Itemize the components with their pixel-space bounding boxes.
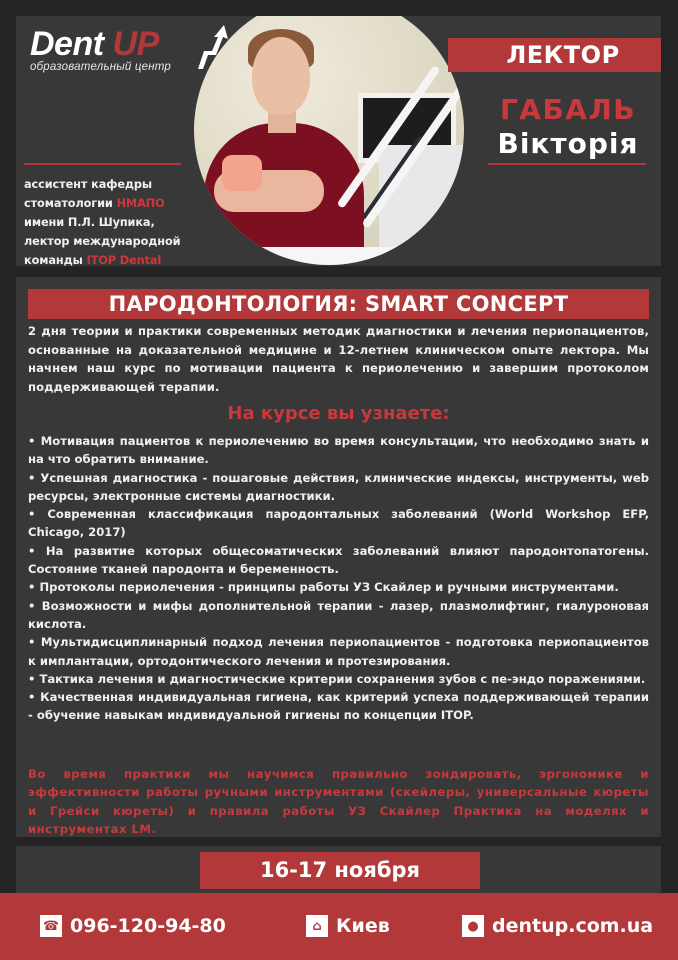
logo-subtitle: образовательный центр: [30, 61, 172, 73]
course-intro: 2 дня теории и практики современных методик диагностики и лечения периопациентов, основанные на доказательной медицине и 12-летнем клиническом опыте лектора. Мы начнем наш курс по мотивации пациента к периолечению и завершим протоколом поддерживающей терапии.: [28, 324, 649, 394]
logo: [30, 25, 171, 73]
practice-note: Во время практики мы научимся правильно зондировать, эргономике и эффективности работы ручными инструментами (скейлеры, универсальные кюреты и Грейси кюреты) и правила работы УЗ Скайлер Практика на моделях и инструментах LM.: [28, 767, 649, 836]
home-icon: ⌂: [306, 915, 328, 937]
lector-label: ЛЕКТОР: [506, 41, 620, 69]
topic-item: • Тактика лечения и диагностические критерии сохранения зубов с пе-эндо поражениями.: [28, 671, 646, 686]
footer-website[interactable]: [462, 913, 653, 939]
topic-item: • На развитие которых общесоматических заболеваний влияют пародонтопатогены. Состояние тканей пародонта и беременность.: [28, 543, 649, 577]
topic-item: • Возможности и мифы дополнительной терапии - лазер, плазмолифтинг, гиалуроновая кислота.: [28, 598, 649, 631]
footer-city: [306, 913, 390, 939]
city-name: Киев: [336, 915, 390, 937]
course-topics: [28, 432, 649, 725]
bio-line: лектор международной: [24, 235, 181, 248]
photo-face: [252, 37, 310, 115]
divider-bio: [24, 163, 181, 165]
learn-heading: На курсе вы узнаете:: [227, 403, 450, 424]
bio-line: стоматологии НМАПО: [24, 197, 165, 210]
topic-item: • Успешная диагностика - пошаговые действия, клинические индексы, инструменты, web ресурсы, электронные системы диагностики.: [28, 470, 649, 503]
lecturer-photo: [194, 16, 464, 265]
lecturer-surname: ГАБАЛЬ: [499, 93, 637, 126]
arrow-up-icon: [196, 25, 230, 71]
logo-dent: Dent: [30, 25, 104, 63]
footer: [0, 893, 678, 960]
phone-number[interactable]: 096-120-94-80: [70, 915, 226, 937]
course-title: ПАРОДОНТОЛОГИЯ: SMART CONCEPT: [28, 289, 649, 319]
bio-line: имени П.Л. Шупика,: [24, 216, 155, 229]
divider-name: [488, 163, 646, 165]
event-dates: 16-17 ноября: [200, 852, 480, 889]
phone-icon: ☎: [40, 915, 62, 937]
topic-item: • Качественная индивидуальная гигиена, как критерий успеха поддерживающей терапии - обучение навыкам индивидуальной гигиены по концепции ITOP.: [28, 690, 649, 723]
logo-up: UP: [112, 25, 159, 63]
website-link[interactable]: dentup.com.ua: [492, 915, 654, 937]
lecturer-first-name: Вiкторiя: [497, 127, 639, 160]
footer-phone[interactable]: [40, 913, 226, 939]
lecturer-bio: [24, 175, 224, 270]
photo-tooth-model: [222, 155, 262, 191]
topic-item: • Современная классификация пародонтальных заболеваний (World Workshop EFP, Chicago, 2017): [28, 507, 649, 540]
topic-item: • Мотивация пациентов к периолечению во время консультации, что необходимо знать и на что обратить внимание.: [28, 434, 649, 467]
bio-line: команды ITOP Dental: [24, 254, 162, 267]
globe-icon: ●: [462, 915, 484, 937]
photo-tray: [254, 247, 444, 265]
bio-line: ассистент кафедры: [24, 178, 153, 191]
topic-item: • Протоколы периолечения - принципы работы УЗ Скайлер и ручными инструментами.: [28, 580, 619, 595]
topic-item: • Мультидисциплинарный подход лечения периопациентов - подготовка периопациентов к имплантации, ортодонтического лечения и протезирования.: [28, 635, 649, 668]
